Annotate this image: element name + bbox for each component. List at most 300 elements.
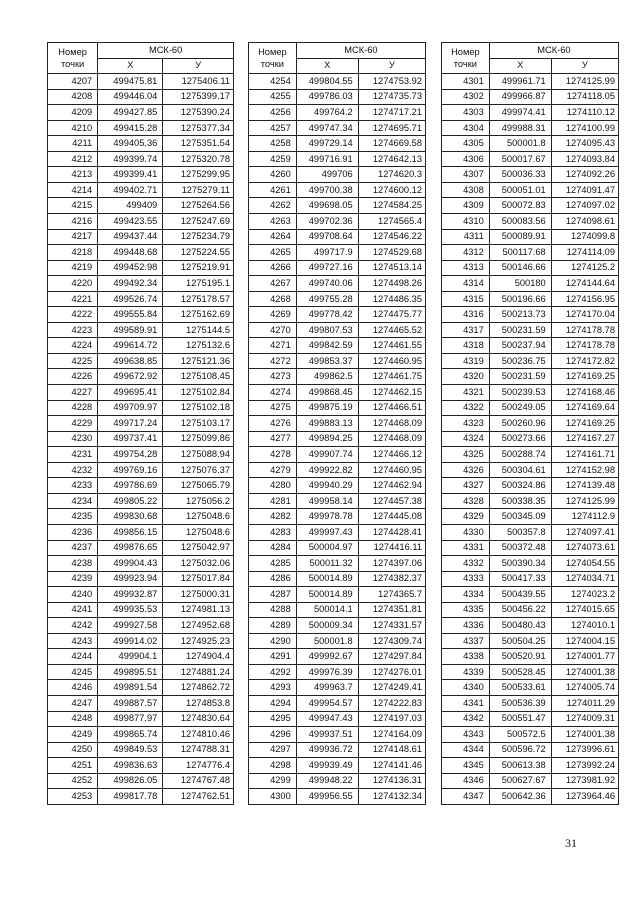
y-coordinate-cell: 1274099.8 xyxy=(551,229,618,245)
point-number-cell: 4222 xyxy=(48,307,98,323)
y-coordinate-cell: 1274125.99 xyxy=(551,74,618,90)
y-coordinate-cell: 1274004.15 xyxy=(551,633,618,649)
x-coordinate-cell: 499988.31 xyxy=(489,120,551,136)
x-coordinate-cell: 499706 xyxy=(296,167,358,183)
table-row xyxy=(249,198,426,214)
header-point-number xyxy=(249,43,297,74)
x-coordinate-cell: 500051.01 xyxy=(489,182,551,198)
point-number-cell: 4282 xyxy=(249,509,297,525)
point-number-cell: 4238 xyxy=(48,556,98,572)
table-row xyxy=(249,493,426,509)
table-row xyxy=(442,695,619,711)
y-coordinate-cell: 1275099.86 xyxy=(163,431,234,447)
table-row xyxy=(442,385,619,401)
table-row xyxy=(48,74,234,90)
x-coordinate-cell: 499904.43 xyxy=(98,556,163,572)
y-coordinate-cell: 1274428.41 xyxy=(358,524,425,540)
page-number: 31 xyxy=(565,836,577,850)
x-coordinate-cell: 499427.85 xyxy=(98,105,163,121)
table-row xyxy=(249,509,426,525)
table-row xyxy=(442,276,619,292)
y-coordinate-cell: 1275048.6 xyxy=(163,524,234,540)
point-number-cell: 4258 xyxy=(249,136,297,152)
x-coordinate-cell: 500017.67 xyxy=(489,151,551,167)
point-number-cell: 4252 xyxy=(48,773,98,789)
x-coordinate-cell: 500642.36 xyxy=(489,789,551,805)
point-number-cell: 4210 xyxy=(48,120,98,136)
table-row xyxy=(249,291,426,307)
point-number-cell: 4216 xyxy=(48,214,98,230)
x-coordinate-cell: 499817.78 xyxy=(98,789,163,805)
x-coordinate-cell: 499805.22 xyxy=(98,493,163,509)
header-point-number xyxy=(48,43,98,74)
point-number-cell: 4317 xyxy=(442,322,490,338)
point-number-cell: 4228 xyxy=(48,400,98,416)
table-row xyxy=(48,758,234,774)
y-coordinate-cell: 1274546.22 xyxy=(358,229,425,245)
point-number-cell: 4289 xyxy=(249,618,297,634)
x-coordinate-cell: 500146.66 xyxy=(489,260,551,276)
x-coordinate-cell: 499717.9 xyxy=(296,245,358,261)
point-number-cell: 4329 xyxy=(442,509,490,525)
table-row xyxy=(442,758,619,774)
point-number-cell: 4287 xyxy=(249,587,297,603)
y-coordinate-cell: 1274125.99 xyxy=(551,493,618,509)
table-row xyxy=(442,649,619,665)
x-coordinate-cell: 499966.87 xyxy=(489,89,551,105)
point-number-cell: 4337 xyxy=(442,633,490,649)
x-coordinate-cell: 499526.74 xyxy=(98,291,163,307)
point-number-cell: 4274 xyxy=(249,385,297,401)
y-coordinate-cell: 1274717.21 xyxy=(358,105,425,121)
y-coordinate-cell: 1274132.34 xyxy=(358,789,425,805)
table-row xyxy=(249,260,426,276)
table-row xyxy=(442,556,619,572)
point-number-cell: 4307 xyxy=(442,167,490,183)
y-coordinate-cell: 1274600.12 xyxy=(358,182,425,198)
table-row xyxy=(48,214,234,230)
point-number-cell: 4263 xyxy=(249,214,297,230)
y-coordinate-cell: 1274100.99 xyxy=(551,120,618,136)
y-coordinate-cell: 1274981.13 xyxy=(163,602,234,618)
x-coordinate-cell: 499747.34 xyxy=(296,120,358,136)
table-row xyxy=(48,711,234,727)
x-coordinate-cell: 499737.41 xyxy=(98,431,163,447)
x-coordinate-cell: 500345.09 xyxy=(489,509,551,525)
y-coordinate-cell: 1274095.43 xyxy=(551,136,618,152)
table-row xyxy=(249,245,426,261)
x-coordinate-cell: 499555.84 xyxy=(98,307,163,323)
y-coordinate-cell: 1274382.37 xyxy=(358,571,425,587)
y-coordinate-cell: 1274461.55 xyxy=(358,338,425,354)
table-row xyxy=(442,291,619,307)
x-coordinate-cell: 499405.36 xyxy=(98,136,163,152)
y-coordinate-cell: 1274461.75 xyxy=(358,369,425,385)
point-number-cell: 4305 xyxy=(442,136,490,152)
table-row xyxy=(442,493,619,509)
point-number-cell: 4236 xyxy=(48,524,98,540)
table-row xyxy=(48,571,234,587)
y-coordinate-cell: 1274462.15 xyxy=(358,385,425,401)
x-coordinate-cell: 499914.02 xyxy=(98,633,163,649)
table-row xyxy=(48,260,234,276)
x-coordinate-cell: 499868.45 xyxy=(296,385,358,401)
y-coordinate-cell: 1274136.31 xyxy=(358,773,425,789)
table-row xyxy=(48,742,234,758)
x-coordinate-cell: 499958.14 xyxy=(296,493,358,509)
x-coordinate-cell: 500533.61 xyxy=(489,680,551,696)
x-coordinate-cell: 499614.72 xyxy=(98,338,163,354)
point-number-cell: 4242 xyxy=(48,618,98,634)
point-number-cell: 4321 xyxy=(442,385,490,401)
y-coordinate-cell: 1274565.4 xyxy=(358,214,425,230)
table-row xyxy=(48,493,234,509)
table-row xyxy=(442,727,619,743)
table-row xyxy=(48,167,234,183)
y-coordinate-cell: 1274167.27 xyxy=(551,431,618,447)
point-number-cell: 4304 xyxy=(442,120,490,136)
x-coordinate-cell: 499956.55 xyxy=(296,789,358,805)
point-number-cell: 4343 xyxy=(442,727,490,743)
point-number-cell: 4260 xyxy=(249,167,297,183)
header-point-label-line1: Номер xyxy=(451,47,480,58)
x-coordinate-cell: 500480.43 xyxy=(489,618,551,634)
point-number-cell: 4342 xyxy=(442,711,490,727)
y-coordinate-cell: 1274513.14 xyxy=(358,260,425,276)
point-number-cell: 4270 xyxy=(249,322,297,338)
x-coordinate-cell: 500304.61 xyxy=(489,462,551,478)
x-coordinate-cell: 500004.97 xyxy=(296,540,358,556)
table-row xyxy=(48,633,234,649)
point-number-cell: 4334 xyxy=(442,587,490,603)
table-row xyxy=(249,400,426,416)
point-number-cell: 4212 xyxy=(48,151,98,167)
table-row xyxy=(48,509,234,525)
x-coordinate-cell: 499891.54 xyxy=(98,680,163,696)
point-number-cell: 4217 xyxy=(48,229,98,245)
x-coordinate-cell: 499807.53 xyxy=(296,322,358,338)
header-coordinate-system: МСК-60 xyxy=(489,43,618,59)
y-coordinate-cell: 1274092.26 xyxy=(551,167,618,183)
table-row xyxy=(442,711,619,727)
y-coordinate-cell: 1274642.13 xyxy=(358,151,425,167)
x-coordinate-cell: 499948.22 xyxy=(296,773,358,789)
point-number-cell: 4316 xyxy=(442,307,490,323)
x-coordinate-cell: 499638.85 xyxy=(98,353,163,369)
x-coordinate-cell: 499923.94 xyxy=(98,571,163,587)
y-coordinate-cell: 1274460.95 xyxy=(358,462,425,478)
table-row xyxy=(442,260,619,276)
x-coordinate-cell: 500001.8 xyxy=(296,633,358,649)
x-coordinate-cell: 499922.82 xyxy=(296,462,358,478)
x-coordinate-cell: 500180 xyxy=(489,276,551,292)
point-number-cell: 4267 xyxy=(249,276,297,292)
y-coordinate-cell: 1275234.79 xyxy=(163,229,234,245)
point-number-cell: 4295 xyxy=(249,711,297,727)
table-row xyxy=(48,229,234,245)
table-row xyxy=(442,462,619,478)
y-coordinate-cell: 1275247.69 xyxy=(163,214,234,230)
point-number-cell: 4218 xyxy=(48,245,98,261)
x-coordinate-cell: 500456.22 xyxy=(489,602,551,618)
point-number-cell: 4227 xyxy=(48,385,98,401)
y-coordinate-cell: 1274465.52 xyxy=(358,322,425,338)
point-number-cell: 4279 xyxy=(249,462,297,478)
point-number-cell: 4281 xyxy=(249,493,297,509)
y-coordinate-cell: 1275065.79 xyxy=(163,478,234,494)
x-coordinate-cell: 500536.39 xyxy=(489,695,551,711)
y-coordinate-cell: 1275162.69 xyxy=(163,307,234,323)
y-coordinate-cell: 1275195.1 xyxy=(163,276,234,292)
point-number-cell: 4268 xyxy=(249,291,297,307)
y-coordinate-cell: 1274309.74 xyxy=(358,633,425,649)
x-coordinate-cell: 499399.41 xyxy=(98,167,163,183)
y-coordinate-cell: 1274110.12 xyxy=(551,105,618,121)
coordinates-table xyxy=(47,42,234,805)
table-row xyxy=(249,478,426,494)
table-row xyxy=(249,120,426,136)
x-coordinate-cell: 500260.96 xyxy=(489,416,551,432)
x-coordinate-cell: 499883.13 xyxy=(296,416,358,432)
y-coordinate-cell: 1274172.82 xyxy=(551,353,618,369)
table-row xyxy=(249,618,426,634)
x-coordinate-cell: 500009.34 xyxy=(296,618,358,634)
table-row xyxy=(249,556,426,572)
point-number-cell: 4283 xyxy=(249,524,297,540)
point-number-cell: 4286 xyxy=(249,571,297,587)
header-coordinate-system: МСК-60 xyxy=(98,43,234,59)
y-coordinate-cell: 1275108.45 xyxy=(163,369,234,385)
point-number-cell: 4297 xyxy=(249,742,297,758)
y-coordinate-cell: 1274830.64 xyxy=(163,711,234,727)
y-coordinate-cell: 1274001.38 xyxy=(551,727,618,743)
table-row xyxy=(442,664,619,680)
y-coordinate-cell: 1274925.23 xyxy=(163,633,234,649)
x-coordinate-cell: 499894.25 xyxy=(296,431,358,447)
x-coordinate-cell: 499700.38 xyxy=(296,182,358,198)
y-coordinate-cell: 1274168.46 xyxy=(551,385,618,401)
y-coordinate-cell: 1275132.6 xyxy=(163,338,234,354)
point-number-cell: 4213 xyxy=(48,167,98,183)
table-row xyxy=(249,649,426,665)
header-coordinate-system: МСК-60 xyxy=(296,43,425,59)
table-row xyxy=(442,338,619,354)
header-x: X xyxy=(296,58,358,74)
table-row xyxy=(442,431,619,447)
header-y: У xyxy=(163,58,234,74)
x-coordinate-cell: 500083.56 xyxy=(489,214,551,230)
x-coordinate-cell: 500236.75 xyxy=(489,353,551,369)
table-row xyxy=(249,167,426,183)
x-coordinate-cell: 500001.8 xyxy=(489,136,551,152)
point-number-cell: 4254 xyxy=(249,74,297,90)
point-number-cell: 4341 xyxy=(442,695,490,711)
table-row xyxy=(48,649,234,665)
point-number-cell: 4333 xyxy=(442,571,490,587)
table-row xyxy=(249,338,426,354)
y-coordinate-cell: 1274073.61 xyxy=(551,540,618,556)
y-coordinate-cell: 1275017.84 xyxy=(163,571,234,587)
y-coordinate-cell: 1275224.55 xyxy=(163,245,234,261)
y-coordinate-cell: 1275144.5 xyxy=(163,322,234,338)
x-coordinate-cell: 500036.33 xyxy=(489,167,551,183)
table-row xyxy=(249,105,426,121)
y-coordinate-cell: 1274091.47 xyxy=(551,182,618,198)
table-row xyxy=(48,291,234,307)
table-row xyxy=(249,416,426,432)
x-coordinate-cell: 499907.74 xyxy=(296,447,358,463)
y-coordinate-cell: 1274178.78 xyxy=(551,322,618,338)
x-coordinate-cell: 500528.45 xyxy=(489,664,551,680)
y-coordinate-cell: 1274169.25 xyxy=(551,369,618,385)
header-x: X xyxy=(489,58,551,74)
point-number-cell: 4207 xyxy=(48,74,98,90)
point-number-cell: 4257 xyxy=(249,120,297,136)
y-coordinate-cell: 1274881.24 xyxy=(163,664,234,680)
table-row xyxy=(442,307,619,323)
x-coordinate-cell: 500324.86 xyxy=(489,478,551,494)
point-number-cell: 4245 xyxy=(48,664,98,680)
point-number-cell: 4233 xyxy=(48,478,98,494)
header-point-label-line2: точки xyxy=(60,59,85,70)
x-coordinate-cell: 500572.5 xyxy=(489,727,551,743)
x-coordinate-cell: 500231.59 xyxy=(489,369,551,385)
x-coordinate-cell: 499937.51 xyxy=(296,727,358,743)
header-point-label-line2: точки xyxy=(260,59,284,70)
x-coordinate-cell: 500551.47 xyxy=(489,711,551,727)
point-number-cell: 4313 xyxy=(442,260,490,276)
point-number-cell: 4259 xyxy=(249,151,297,167)
x-coordinate-cell: 500417.33 xyxy=(489,571,551,587)
y-coordinate-cell: 1275032.06 xyxy=(163,556,234,572)
point-number-cell: 4302 xyxy=(442,89,490,105)
table-row xyxy=(442,509,619,525)
coordinates-table xyxy=(441,42,619,805)
x-coordinate-cell: 499446.04 xyxy=(98,89,163,105)
x-coordinate-cell: 499402.71 xyxy=(98,182,163,198)
y-coordinate-cell: 1274788.31 xyxy=(163,742,234,758)
point-number-cell: 4225 xyxy=(48,353,98,369)
y-coordinate-cell: 1275320.78 xyxy=(163,151,234,167)
x-coordinate-cell: 499754.28 xyxy=(98,447,163,463)
x-coordinate-cell: 499875.19 xyxy=(296,400,358,416)
y-coordinate-cell: 1275102.84 xyxy=(163,385,234,401)
point-number-cell: 4211 xyxy=(48,136,98,152)
table-row xyxy=(249,587,426,603)
x-coordinate-cell: 499437.44 xyxy=(98,229,163,245)
point-number-cell: 4237 xyxy=(48,540,98,556)
y-coordinate-cell: 1275102.18 xyxy=(163,400,234,416)
point-number-cell: 4306 xyxy=(442,151,490,167)
x-coordinate-cell: 500520.91 xyxy=(489,649,551,665)
y-coordinate-cell: 1274735.73 xyxy=(358,89,425,105)
y-coordinate-cell: 1274112.9 xyxy=(551,509,618,525)
point-number-cell: 4249 xyxy=(48,727,98,743)
y-coordinate-cell: 1274584.25 xyxy=(358,198,425,214)
y-coordinate-cell: 1274466.51 xyxy=(358,400,425,416)
point-number-cell: 4312 xyxy=(442,245,490,261)
point-number-cell: 4339 xyxy=(442,664,490,680)
point-number-cell: 4299 xyxy=(249,773,297,789)
x-coordinate-cell: 499778.42 xyxy=(296,307,358,323)
x-coordinate-cell: 499940.29 xyxy=(296,478,358,494)
table-row xyxy=(249,524,426,540)
x-coordinate-cell: 500613.38 xyxy=(489,758,551,774)
table-row xyxy=(249,89,426,105)
x-coordinate-cell: 499727.16 xyxy=(296,260,358,276)
point-number-cell: 4215 xyxy=(48,198,98,214)
x-coordinate-cell: 499849.53 xyxy=(98,742,163,758)
table-row xyxy=(48,105,234,121)
y-coordinate-cell: 1274010.1 xyxy=(551,618,618,634)
point-number-cell: 4209 xyxy=(48,105,98,121)
y-coordinate-cell: 1274695.71 xyxy=(358,120,425,136)
table-row xyxy=(249,307,426,323)
table-row xyxy=(48,182,234,198)
point-number-cell: 4309 xyxy=(442,198,490,214)
y-coordinate-cell: 1274125.2 xyxy=(551,260,618,276)
coordinates-table-3 xyxy=(441,42,619,805)
table-row xyxy=(48,680,234,696)
point-number-cell: 4326 xyxy=(442,462,490,478)
x-coordinate-cell: 499836.63 xyxy=(98,758,163,774)
y-coordinate-cell: 1274457.38 xyxy=(358,493,425,509)
point-number-cell: 4241 xyxy=(48,602,98,618)
y-coordinate-cell: 1274114.09 xyxy=(551,245,618,261)
y-coordinate-cell: 1274416.11 xyxy=(358,540,425,556)
point-number-cell: 4301 xyxy=(442,74,490,90)
x-coordinate-cell: 500504.25 xyxy=(489,633,551,649)
x-coordinate-cell: 499992.67 xyxy=(296,649,358,665)
y-coordinate-cell: 1275076.37 xyxy=(163,462,234,478)
table-row xyxy=(442,571,619,587)
x-coordinate-cell: 499415.28 xyxy=(98,120,163,136)
y-coordinate-cell: 1275377.34 xyxy=(163,120,234,136)
x-coordinate-cell: 500338.35 xyxy=(489,493,551,509)
x-coordinate-cell: 499475.81 xyxy=(98,74,163,90)
y-coordinate-cell: 1274098.61 xyxy=(551,214,618,230)
point-number-cell: 4294 xyxy=(249,695,297,711)
y-coordinate-cell: 1274034.71 xyxy=(551,571,618,587)
y-coordinate-cell: 1274351.81 xyxy=(358,602,425,618)
point-number-cell: 4232 xyxy=(48,462,98,478)
x-coordinate-cell: 499974.41 xyxy=(489,105,551,121)
point-number-cell: 4328 xyxy=(442,493,490,509)
header-point-number xyxy=(442,43,490,74)
table-row xyxy=(48,385,234,401)
table-row xyxy=(249,353,426,369)
table-row xyxy=(48,120,234,136)
x-coordinate-cell: 499423.55 xyxy=(98,214,163,230)
y-coordinate-cell: 1274753.92 xyxy=(358,74,425,90)
y-coordinate-cell: 1274144.64 xyxy=(551,276,618,292)
table-row xyxy=(48,462,234,478)
table-row xyxy=(442,789,619,805)
x-coordinate-cell: 499786.03 xyxy=(296,89,358,105)
x-coordinate-cell: 500213.73 xyxy=(489,307,551,323)
x-coordinate-cell: 499865.74 xyxy=(98,727,163,743)
y-coordinate-cell: 1274762.51 xyxy=(163,789,234,805)
y-coordinate-cell: 1274853.8 xyxy=(163,695,234,711)
x-coordinate-cell: 499856.15 xyxy=(98,524,163,540)
table-row xyxy=(249,182,426,198)
y-coordinate-cell: 1274669.58 xyxy=(358,136,425,152)
table-row xyxy=(442,120,619,136)
point-number-cell: 4332 xyxy=(442,556,490,572)
y-coordinate-cell: 1273964.46 xyxy=(551,789,618,805)
y-coordinate-cell: 1274178.78 xyxy=(551,338,618,354)
x-coordinate-cell: 499804.55 xyxy=(296,74,358,90)
